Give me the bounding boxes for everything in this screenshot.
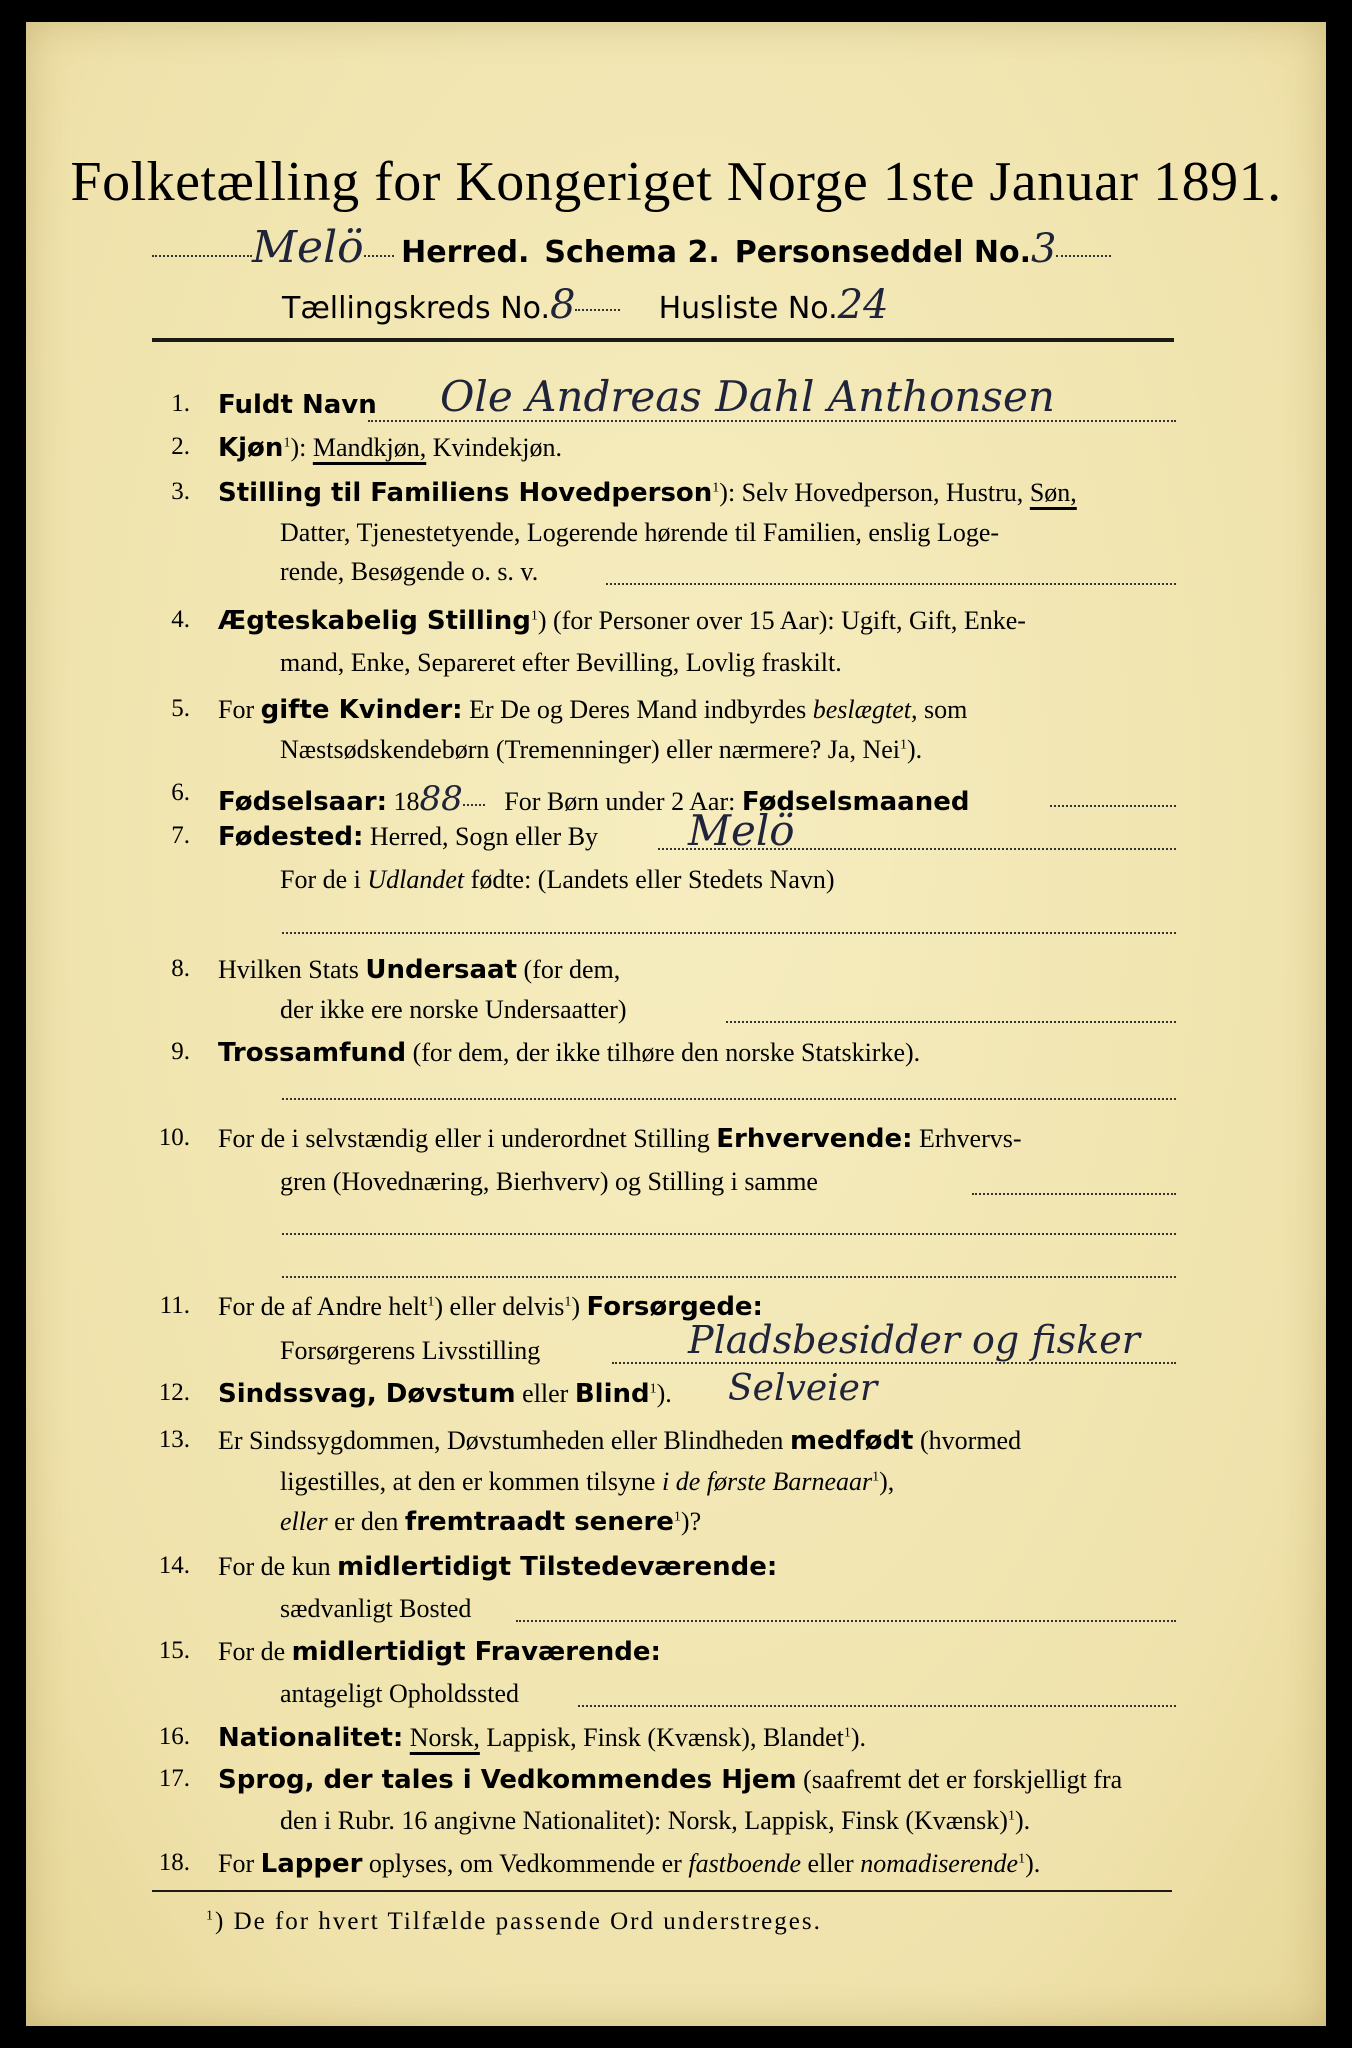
position-line-3: rende, Besøgende o. s. v. — [280, 557, 539, 586]
congenital-text: Er Sindssygdommen, Døvstumheden eller Blindheden — [218, 1426, 784, 1455]
position-leader — [606, 583, 1176, 585]
occupation-line-2: gren (Hovednæring, Bierhverv) og Stilling i samme — [280, 1167, 818, 1196]
married-women-question: Næstsødskendebørn (Tremenninger) eller nærmere? Ja, Nei — [280, 735, 900, 764]
marital-line-2: mand, Enke, Separeret efter Bevilling, Lovlig fraskilt. — [280, 648, 842, 677]
prefix: Hvilken Stats — [218, 955, 359, 984]
husliste-value: 24 — [837, 282, 889, 328]
item-number: 2. — [171, 433, 190, 460]
name-value: Ole Andreas Dahl Anthonsen — [440, 372, 1055, 421]
item-number: 12. — [158, 1379, 190, 1406]
birth-month-text: For Børn under 2 Aar: — [504, 787, 736, 816]
disability-line — [218, 1379, 672, 1409]
birth-month-leader — [1050, 805, 1176, 807]
congenital-text: er den — [334, 1507, 399, 1536]
married-women-text: Er De og Deres Mand indbyrdes — [469, 695, 807, 724]
suffix: ). — [656, 1379, 672, 1408]
item-number: 10. — [158, 1124, 190, 1151]
birth-year-line — [218, 779, 969, 819]
congenital-line-1 — [218, 1426, 1021, 1456]
settled-term: fastboende — [688, 1849, 801, 1878]
herred-value: Melö — [252, 222, 364, 273]
religion-label: Trossamfund — [218, 1038, 407, 1068]
item-number: 15. — [158, 1637, 190, 1664]
supported-text: ) eller delvis — [434, 1292, 565, 1321]
taellingskreds-line — [282, 282, 889, 328]
occupation-label: Erhvervende: — [716, 1124, 913, 1154]
taellingskreds-label: Tællingskreds No. — [282, 291, 550, 326]
footnote — [206, 1908, 822, 1936]
birth-year-prefix: 18 — [393, 787, 420, 816]
personseddel-label: Personseddel No. — [734, 235, 1032, 270]
herred-label: Herred. — [401, 235, 530, 270]
name-label: Fuldt Navn — [218, 390, 377, 420]
temp-present-label: midlertidigt Tilstedeværende: — [337, 1552, 778, 1582]
citizenship-line-2: der ikke ere norske Undersaatter) — [280, 995, 627, 1024]
citizenship-leader — [726, 1021, 1176, 1023]
occupation-text: For de i selvstændig eller i underordnet Stilling — [218, 1124, 710, 1153]
stay-leader — [578, 1705, 1176, 1707]
position-label: Stilling til Familiens Hovedperson — [218, 478, 713, 508]
temp-present-line-1 — [218, 1552, 777, 1582]
abroad-term: Udlandet — [367, 865, 465, 894]
position-text: ): Selv Hovedperson, Hustru, — [719, 478, 1024, 507]
supporter-value: Pladsbesidder og fisker — [688, 1318, 1140, 1362]
header-rule — [152, 338, 1174, 342]
temp-absent-label: midlertidigt Fraværende: — [291, 1637, 661, 1667]
congenital-text: ligestilles, at den er kommen tilsyne — [280, 1467, 656, 1496]
item-number: 18. — [158, 1849, 190, 1876]
item-number: 14. — [158, 1552, 190, 1579]
lapps-label: Lapper — [260, 1849, 363, 1879]
or-term: eller — [280, 1507, 328, 1536]
item-number: 4. — [171, 606, 190, 633]
or-text: eller — [807, 1849, 854, 1878]
sex-option-female: Kvindekjøn. — [432, 433, 562, 462]
footnote-ref: 1 — [649, 1381, 657, 1397]
later-label: fremtraadt senere — [404, 1507, 674, 1537]
birth-year-value: 88 — [419, 779, 463, 819]
congenital-line-3 — [280, 1507, 701, 1537]
dotted-leader — [575, 308, 620, 311]
suffix: som — [923, 695, 968, 724]
colon: ): — [290, 433, 307, 462]
position-line-1 — [218, 478, 1077, 508]
item-number: 11. — [159, 1292, 190, 1319]
language-options: den i Rubr. 16 angivne Nationalitet): Norsk, Lappisk, Finsk (Kvænsk) — [280, 1806, 1008, 1835]
birthplace-line-2 — [280, 865, 835, 895]
temp-absent-line-2: antageligt Opholdssted — [280, 1679, 520, 1708]
personseddel-value: 3 — [1031, 226, 1057, 272]
footnote-ref: 1 — [283, 435, 291, 451]
abroad-text: fødte: (Landets eller Stedets Navn) — [470, 865, 835, 894]
birthplace-value: Melö — [688, 806, 795, 855]
sex-label: Kjøn — [218, 433, 284, 463]
residence-leader — [516, 1620, 1176, 1622]
item-number: 13. — [158, 1426, 190, 1453]
marital-text: ) (for Personer over 15 Aar): Ugift, Gift, Enke- — [537, 606, 1026, 635]
prefix: For de i — [280, 865, 361, 894]
supported-line-2: Forsørgerens Livsstilling — [280, 1336, 541, 1365]
item-number: 3. — [171, 478, 190, 505]
herred-line — [152, 222, 1111, 273]
supporter-leader — [612, 1362, 1176, 1364]
marital-label: Ægteskabelig Stilling — [218, 606, 531, 636]
item-number: 1. — [171, 390, 190, 417]
item-number: 9. — [171, 1038, 190, 1065]
citizenship-text: (for dem, — [523, 955, 621, 984]
item-number: 17. — [158, 1765, 190, 1792]
dotted-leader — [364, 254, 394, 257]
footnote-ref: 1 — [712, 480, 720, 496]
nomadic-term: nomadiserende — [860, 1849, 1019, 1878]
prefix: For de kun — [218, 1552, 331, 1581]
prefix: For — [218, 1849, 255, 1878]
suffix: )? — [680, 1507, 702, 1536]
footnote-ref: 1 — [427, 1294, 435, 1310]
abroad-leader — [282, 932, 1176, 934]
birth-month-label: Fødselsmaaned — [741, 787, 970, 817]
husliste-label: Husliste No. — [658, 291, 838, 326]
occupation-leader — [282, 1276, 1176, 1278]
lapps-line: For Lapper oplyses, om Vedkommende er fastboende eller nomadiserende$^1$). — [218, 1849, 1041, 1879]
disability-value: Selveier — [728, 1368, 878, 1409]
suffix: (hvormed — [920, 1426, 1022, 1455]
prefix: For — [218, 695, 255, 724]
footer-rule — [152, 1890, 1172, 1892]
congenital-label: medfødt — [789, 1426, 914, 1456]
nationality-line: Nationalitet: Norsk, Lappisk, Finsk (Kvænsk), Blandet$^1$). — [218, 1723, 867, 1753]
footnote-ref: 1 — [1018, 1851, 1026, 1867]
occupation-leader — [972, 1193, 1176, 1195]
childhood-term: i de første Barneaar — [661, 1467, 873, 1496]
disability-label: Sindssvag, Døvstum — [218, 1379, 516, 1409]
footnote-ref: 1 — [872, 1469, 880, 1485]
sex-option-male: Mandkjøn, — [312, 433, 427, 462]
temp-absent-line-1 — [218, 1637, 661, 1667]
birth-year-label: Fødselsaar: — [218, 787, 387, 817]
temp-present-line-2: sædvanligt Bosted — [280, 1594, 472, 1623]
nationality-label: Nationalitet: — [218, 1723, 404, 1753]
married-women-line-1 — [218, 695, 967, 725]
dotted-leader — [463, 803, 485, 806]
religion-text: (for dem, der ikke tilhøre den norske Statskirke). — [412, 1038, 921, 1067]
item-number: 6. — [171, 779, 190, 806]
disability-text: eller — [522, 1379, 569, 1408]
footnote-ref: 1 — [673, 1509, 681, 1525]
prefix: For de — [218, 1637, 286, 1666]
footnote-ref: 1 — [900, 737, 907, 753]
nationality-options: Lappisk, Finsk (Kvænsk), Blandet — [486, 1723, 844, 1752]
language-text: (saafremt det er forskjelligt fra — [803, 1765, 1123, 1794]
congenital-line-2 — [280, 1467, 894, 1497]
footnote-ref: 1 — [564, 1294, 572, 1310]
nationality-option-norwegian: Norsk, — [409, 1723, 480, 1752]
form-title: Folketælling for Kongeriget Norge 1ste Januar 1891. — [70, 151, 1282, 213]
related-term: beslægtet, — [812, 695, 918, 724]
occupation-leader — [282, 1233, 1176, 1235]
item-number: 8. — [171, 955, 190, 982]
footnote-ref: 1 — [843, 1725, 851, 1741]
footnote-ref: 1 — [530, 608, 538, 624]
dotted-leader — [1056, 254, 1111, 257]
position-line-2: Datter, Tjenestetyende, Logerende hørende til Familien, enslig Loge- — [280, 518, 1000, 547]
occupation-line-1 — [218, 1124, 1022, 1154]
sex-line — [218, 433, 562, 463]
taellingskreds-value: 8 — [550, 282, 576, 328]
citizenship-label: Undersaat — [365, 955, 518, 985]
blind-label: Blind — [574, 1379, 650, 1409]
citizenship-line-1 — [218, 955, 620, 985]
footnote-ref: 1 — [1007, 1808, 1015, 1824]
item-number: 7. — [171, 822, 190, 849]
married-women-line-2: Næstsødskendebørn (Tremenninger) eller nærmere? Ja, Nei$^1$). — [280, 735, 923, 764]
dotted-leader — [152, 254, 252, 257]
supported-text: For de af Andre helt — [218, 1292, 428, 1321]
position-option-son: Søn, — [1029, 478, 1077, 507]
footnote-text: ) De for hvert Tilfælde passende Ord understreges. — [215, 1908, 822, 1935]
item-number: 5. — [171, 695, 190, 722]
lapps-text: oplyses, om Vedkommende er — [368, 1849, 682, 1878]
marital-line-1 — [218, 606, 1026, 636]
birthplace-label: Fødested: — [218, 822, 364, 852]
supported-line-1: For de af Andre helt$^1$) eller delvis$^1$) Forsørgede: — [218, 1292, 763, 1322]
married-women-label: gifte Kvinder: — [260, 695, 463, 725]
language-line-2: den i Rubr. 16 angivne Nationalitet): Norsk, Lappisk, Finsk (Kvænsk)$^1$). — [280, 1806, 1031, 1835]
item-number: 16. — [158, 1723, 190, 1750]
suffix: ), — [879, 1467, 895, 1496]
schema-label: Schema 2. — [544, 235, 720, 270]
suffix: Erhvervs- — [919, 1124, 1022, 1153]
language-label: Sprog, der tales i Vedkommendes Hjem — [218, 1765, 797, 1795]
religion-line — [218, 1038, 920, 1068]
footnote-ref: 1 — [206, 1908, 215, 1924]
birthplace-line-1 — [218, 822, 598, 852]
language-line-1 — [218, 1765, 1122, 1795]
birthplace-text: Herred, Sogn eller By — [369, 822, 599, 851]
supported-label: Forsørgede: — [586, 1292, 763, 1322]
religion-leader — [282, 1098, 1176, 1100]
